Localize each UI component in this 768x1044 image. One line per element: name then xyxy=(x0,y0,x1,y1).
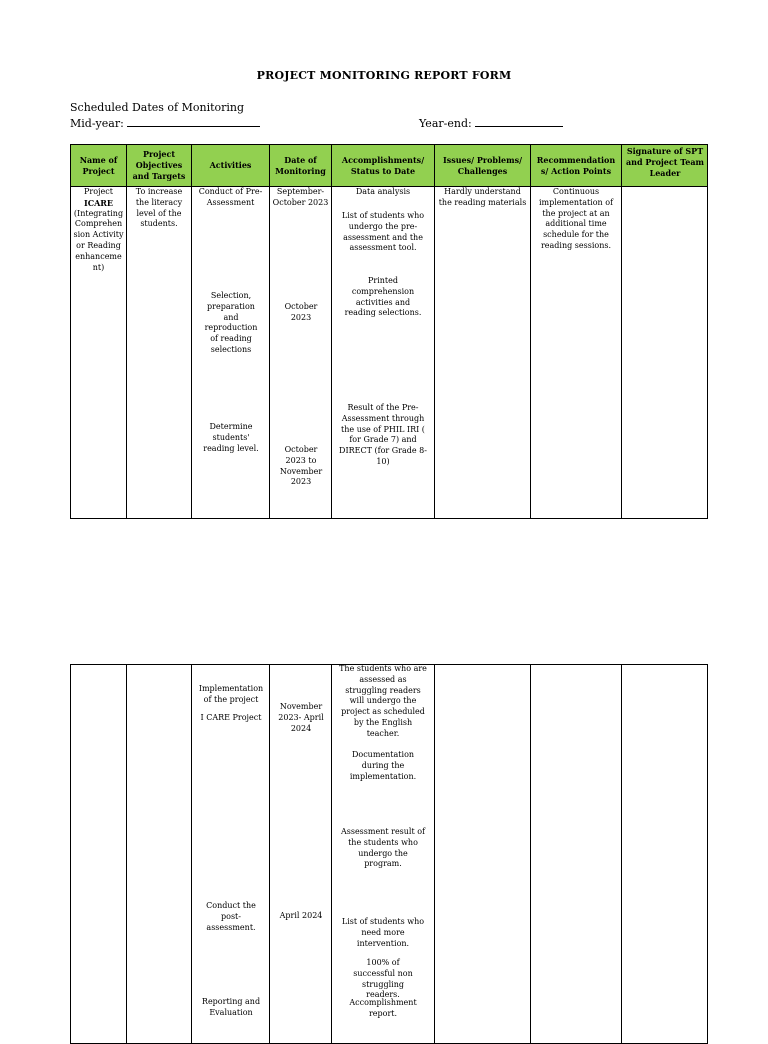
header-recommendations: Recommendation s/ Action Points xyxy=(536,154,616,176)
acc-successful-readers: 100% of successful non struggling readers. xyxy=(353,958,413,1000)
date-sep-oct: September-October 2023 xyxy=(272,187,329,207)
acc-assessment-result: Assessment result of the students who undergo the program. xyxy=(340,827,426,869)
header-name-of-project: Name of Project xyxy=(79,154,118,176)
header-activities: Activities xyxy=(209,160,252,170)
monitoring-table-1 xyxy=(70,144,708,519)
project-prefix: Project xyxy=(84,187,113,196)
activity-pre-assessment: Conduct of Pre-Assessment xyxy=(198,187,263,207)
activity-implementation: Implementation of the project xyxy=(198,684,264,704)
project-objective: To increase the literacy level of the students. xyxy=(135,187,183,229)
project-name-cell xyxy=(71,187,126,273)
acc-list-pre-assessment: List of students who undergo the pre-assessment and the assessment tool. xyxy=(341,211,425,253)
activity-reporting: Reporting and Evaluation xyxy=(201,997,261,1017)
yearend-blank xyxy=(475,116,563,127)
acc-pre-assessment-result: Result of the Pre-Assessment through the use of PHIL IRI ( for Grade 7) and DIRECT (for Grade 8-10) xyxy=(339,403,427,466)
project-name: ICARE xyxy=(83,197,114,208)
header-issues: Issues/ Problems/ Challenges xyxy=(442,154,523,176)
header-date-of-monitoring: Date of Monitoring xyxy=(275,154,326,176)
midyear-blank xyxy=(127,116,260,127)
acc-data-analysis: Data analysis xyxy=(355,187,411,196)
acc-documentation: Documentation during the implementation. xyxy=(349,750,417,781)
header-objectives: Project Objectives and Targets xyxy=(132,149,186,181)
date-nov-apr: November 2023- April 2024 xyxy=(278,702,324,733)
yearend-label: Year-end: xyxy=(419,117,472,130)
acc-printed-activities: Printed comprehension activities and reading selections. xyxy=(344,276,422,318)
date-oct-nov: October 2023 to November 2023 xyxy=(279,445,323,487)
activity-selection: Selection, preparation and reproduction of reading selections xyxy=(204,291,258,354)
header-signature: Signature of SPT and Project Team Leader xyxy=(625,146,705,178)
activity-determine-level: Determine students' reading level. xyxy=(203,422,259,453)
acc-struggling-readers: The students who are assessed as struggling readers will undergo the project as scheduled by the English teacher. xyxy=(339,664,427,738)
date-oct: October 2023 xyxy=(284,302,318,322)
acc-list-more-intervention: List of students who need more intervention. xyxy=(341,917,425,948)
date-apr: April 2024 xyxy=(279,911,323,920)
issue-reading-materials: Hardly understand the reading materials xyxy=(438,187,527,207)
project-expansion: (Integrating Comprehension Activity or Reading enhancement) xyxy=(73,208,124,272)
midyear-label: Mid-year: xyxy=(70,117,124,130)
header-accomplishments: Accomplishments/ Status to Date xyxy=(341,154,425,176)
activity-icare-project: I CARE Project xyxy=(200,713,262,722)
form-title: PROJECT MONITORING REPORT FORM xyxy=(256,69,512,82)
acc-accomplishment-report: Accomplishment report. xyxy=(349,998,417,1018)
recommendation-continuous: Continuous implementation of the project at an additional time schedule for the reading sessions. xyxy=(538,187,614,250)
activity-post-assessment: Conduct the post-assessment. xyxy=(206,901,256,932)
midyear-field xyxy=(70,116,260,130)
monitoring-table-2 xyxy=(70,664,708,1044)
yearend-field xyxy=(419,116,563,130)
scheduled-dates-label: Scheduled Dates of Monitoring xyxy=(70,101,245,114)
